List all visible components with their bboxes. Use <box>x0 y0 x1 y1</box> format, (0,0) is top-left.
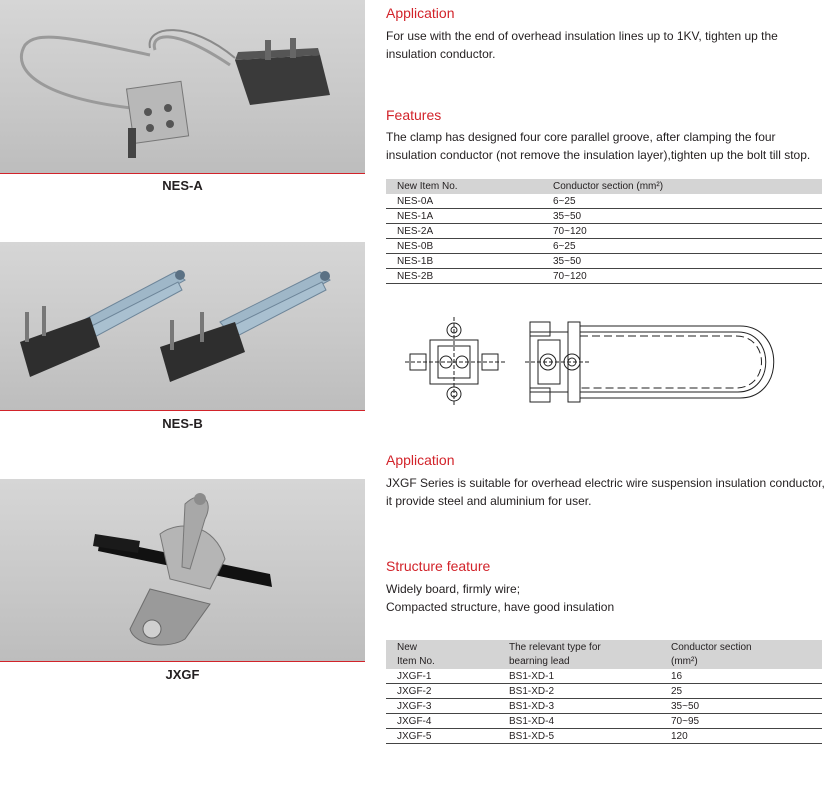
col-header-type <box>498 640 660 669</box>
table-cell: JXGF-3 <box>386 699 498 714</box>
col-header-item <box>386 640 498 669</box>
table-cell: JXGF-2 <box>386 684 498 699</box>
col-header-section: Conductor section (mm²) <box>542 179 822 194</box>
table-cell: BS1-XD-3 <box>498 699 660 714</box>
header-line: (mm²) <box>671 656 698 667</box>
jxgf-spec-table <box>386 640 822 744</box>
table-cell: BS1-XD-5 <box>498 729 660 744</box>
structure-feature-line-2: Compacted structure, have good insulation <box>386 600 615 614</box>
table-cell: NES-0A <box>386 194 542 209</box>
table-cell: NES-1B <box>386 254 542 269</box>
table-cell: 16 <box>660 669 822 684</box>
table-cell: 25 <box>660 684 822 699</box>
table-cell: 6~25 <box>542 194 822 209</box>
table-cell: NES-1A <box>386 209 542 224</box>
table-row <box>386 194 822 209</box>
jxgf-caption: JXGF <box>165 667 200 682</box>
table-cell: NES-0B <box>386 239 542 254</box>
header-line: Item No. <box>397 656 435 667</box>
table-row <box>386 224 822 239</box>
header-line: The relevant type for <box>509 642 601 653</box>
structure-feature-heading: Structure feature <box>386 558 491 574</box>
header-line: Conductor section <box>671 642 752 653</box>
table-cell: JXGF-1 <box>386 669 498 684</box>
table-cell: JXGF-4 <box>386 714 498 729</box>
nes-technical-drawing <box>400 312 790 412</box>
nes-b-caption: NES-B <box>162 416 203 431</box>
section1-application-heading: Application <box>386 5 455 21</box>
col-header-section <box>660 640 822 669</box>
col-header-item: New Item No. <box>386 179 542 194</box>
header-line: bearning lead <box>509 656 570 667</box>
jxgf-divider <box>0 661 365 662</box>
jxgf-photo <box>0 479 365 661</box>
nes-spec-table <box>386 179 822 284</box>
section2-application-heading: Application <box>386 452 455 468</box>
nes-a-divider <box>0 173 365 174</box>
table-row <box>386 269 822 284</box>
table-cell: 35~50 <box>542 209 822 224</box>
table-cell: 6~25 <box>542 239 822 254</box>
section1-features-text: The clamp has designed four core parallel groove, after clamping the four insulation conductor (not remove the insulation layer),tighten up the bolt till stop. <box>386 130 811 162</box>
table-cell: 70~95 <box>660 714 822 729</box>
table-cell: 35~50 <box>660 699 822 714</box>
table-cell: BS1-XD-4 <box>498 714 660 729</box>
table-row <box>386 699 822 714</box>
table-row <box>386 669 822 684</box>
table-cell: NES-2A <box>386 224 542 239</box>
section2-application-text: JXGF Series is suitable for overhead electric wire suspension insulation conductor, it provide steel and aluminium for user. <box>386 476 825 508</box>
table-row <box>386 684 822 699</box>
section1-features-heading: Features <box>386 107 442 123</box>
table-row <box>386 239 822 254</box>
header-line: New <box>397 642 418 653</box>
table-row <box>386 254 822 269</box>
table-cell: BS1-XD-2 <box>498 684 660 699</box>
section1-application-text: For use with the end of overhead insulation lines up to 1KV, tighten up the insulation conductor. <box>386 29 778 61</box>
table-header-row <box>386 640 822 669</box>
table-cell: 35~50 <box>542 254 822 269</box>
table-row <box>386 729 822 744</box>
table-cell: 70~120 <box>542 269 822 284</box>
nes-a-caption: NES-A <box>162 178 203 193</box>
table-header-row <box>386 179 822 194</box>
nes-b-photo <box>0 242 365 410</box>
nes-b-divider <box>0 410 365 411</box>
structure-feature-line-1: Widely board, firmly wire; <box>386 582 521 596</box>
table-cell: NES-2B <box>386 269 542 284</box>
table-cell: 70~120 <box>542 224 822 239</box>
table-row <box>386 714 822 729</box>
table-row <box>386 209 822 224</box>
nes-a-photo <box>0 0 365 173</box>
table-cell: 120 <box>660 729 822 744</box>
table-cell: BS1-XD-1 <box>498 669 660 684</box>
table-cell: JXGF-5 <box>386 729 498 744</box>
